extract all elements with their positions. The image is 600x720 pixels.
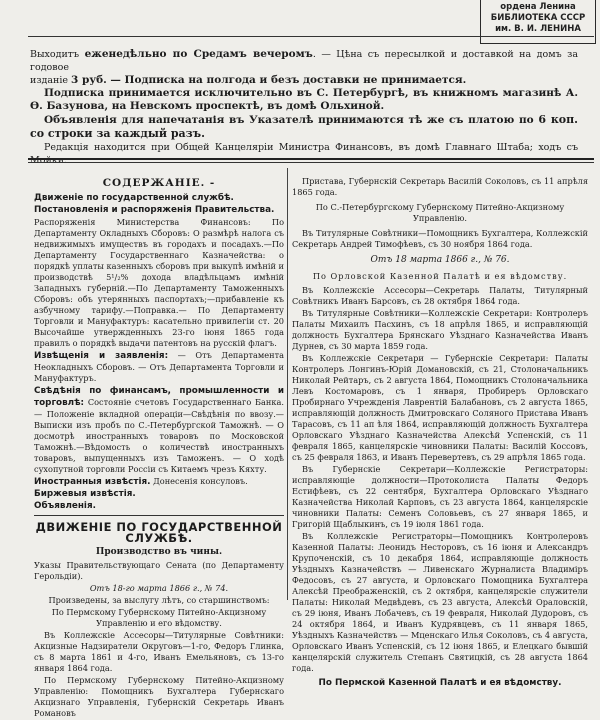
right-paragraph-8: Въ Губернскіе Секретари—Коллежскіе Регистраторы: исправляющіе должности—Протоколиста Палаты Федоръ Естифѣевъ, съ 22 сентября, Бухгалтера Орловскаго Уѣзднаго Казначейства Николай Карповъ, съ 23 августа 1864, канцелярскіе чиновники Палаты: Семенъ Соловьевъ, съ 27 января 1865, и Григорій Щаблыкинъ, съ 19 іюля 1861 года. [292,464,588,529]
header-line-2b: 3 руб. — Подписка на полгода и безъ доставки не принимается. [71,74,467,86]
contents-heading-2: Постановленія и распоряженія Правительства. [34,205,275,215]
contents-paragraph-4 [34,385,284,475]
contents-text-4: Состояніе счетовъ Государственнаго Банка. — Положеніе вкладной операціи—Свѣдѣнія по ввозу.— Выписки изъ пробъ по С.-Петербургской Таможнѣ. — О досмотрѣ иностранныхъ товаровъ по Московской Таможнѣ.—Вѣдомость о количествѣ иностранныхъ товаровъ, выпущенныхъ изъ Таможенъ. — О ходѣ сухопутной торговли Россіи съ Китаемъ чрезъ Кяхту. [34,397,284,474]
header-line-1b: еженедѣльно по Средамъ вечеромъ [84,48,313,60]
contents-paragraph-1: Распоряженія Министерства Финансовъ: По Департаменту Окладныхъ Сборовъ: О размѣрѣ налога съ недвижимыхъ имуществъ въ городахъ и посадахъ.—По Департаменту Государственнаго Казначейства: о порядкѣ уплаты казенныхъ сборовъ при выкупѣ имѣній и производствѣ 5¹/₂% дохода владѣльцамъ имѣній Западныхъ губерній.—По Департаменту Таможенныхъ Сборовъ: объ утерянныхъ паспортахъ;—прибавленіе къ азбучному тарифу.—Поправка.— По Департаменту Торговли и Мануфактуръ: касательно привилегіи ст. 20 Высочайше утвержденныхъ 23-го іюня 1865 года правилъ о порядкѣ выдачи патентовъ на русскій флагъ. [34,217,284,348]
contents-text-3: — Отъ Департамента Неокладныхъ Сборовъ. — Отъ Департамента Торговли и Мануфактуръ. [34,350,284,383]
left-column [34,176,284,720]
contents-heading-4: Свѣдѣнія по финансамъ, промышленности и торговлѣ: [34,386,284,408]
contents-heading-3: Извѣщенія и заявленія: [34,351,169,361]
header-line-4b: 6 коп. со строки за каждый разъ. [30,113,578,140]
header-rule-bottom [28,158,594,160]
contents-title: СОДЕРЖАНІЕ. - [102,177,216,189]
contents-heading-6: Биржевыя извѣстія. [34,489,136,499]
stamp-line-2: БИБЛИОТЕКА СССР [490,13,586,23]
header-line-1c: . — Цѣна съ пересылкой и доставкой на домъ за годовое [30,49,578,73]
header-rule-bottom-thin [28,162,594,163]
stamp-line-1: ордена Ленина [500,2,576,12]
contents-paragraph-3 [34,350,284,384]
header-line-2 [30,74,578,87]
header-line-2a: изданіе [30,75,72,86]
right-paragraph-1: Пристава, Губернскій Секретарь Василій Соколовъ, съ 11 апрѣля 1865 года. [292,176,588,197]
right-paragraph-2: По С.-Петербургскому Губернскому Питейно-Акцизному Управленію. [315,202,565,223]
right-paragraph-5: Въ Коллежскіе Ассесоры—Секретарь Палаты, Титулярный Совѣтникъ Иванъ Барсовъ, съ 28 октября 1864 года. [292,285,588,306]
library-stamp [480,0,596,44]
header-line-3: Подписка принимается исключительно въ С. Петербургѣ, въ книжномъ магазинѣ А. Ө. Базунова, на Невскомъ проспектѣ, въ домѣ Ольхиной. [30,87,578,112]
header-line-1 [30,48,578,74]
left-paragraph-2: Произведены, за выслугу лѣтъ, со старшинствомъ: [48,595,270,605]
left-paragraph-3: По Пермскому Губернскому Питейно-Акцизному Управленію и его вѣдомству. [51,607,267,628]
contents-text-5: Донесенія консуловъ. [150,476,248,486]
left-paragraph-4: Въ Коллежскіе Ассесоры—Титулярные Совѣтники: Акцизные Надзиратели Округовъ—1-го, Федоръ Глинка, съ 8 марта 1861 и 4-го, Иванъ Емельяновъ, съ 13-го января 1864 года. [34,630,284,673]
header-line-4 [30,113,578,141]
header-line-5: Редакція находится при Общей Канцеляріи Министра Финансовъ, въ домѣ Главнаго Штаба; ходъ съ Мойки. [30,142,578,166]
right-paragraph-3: Въ Титулярные Совѣтники—Помощникъ Бухгалтера, Коллежскій Секретарь Андрей Тимофѣевъ, съ 30 ноября 1864 года. [292,228,588,249]
right-paragraph-10: По Пермской Казенной Палатѣ и ея вѣдомству. [318,678,562,688]
right-paragraph-4: По Орловской Казенной Палатѣ и ея вѣдомству. [312,271,568,281]
right-order-number: Отъ 18 марта 1866 г., № 76. [370,255,510,265]
right-paragraph-9: Въ Коллежскіе Регистраторы—Помощникъ Контролеровъ Казенной Палаты: Леонидъ Несторовъ, съ 16 іюня и Александръ Крупоченскій, съ 10 декабря 1864, исправляющіе должность Уѣздныхъ Казначействъ — Ливенскаго Журналиста Владиміръ Федосовъ, съ 27 августа, и Орловскаго Помощника Бухгалтера Алексѣй Преображенскій, съ 2 октября, канцелярскіе служители Палаты: Николай Медвѣдевъ, съ 23 августа, Алексѣй Ораловскій, съ 29 іюня, Иванъ Лобачевъ, съ 19 февраля, Николай Дудоровъ, съ 24 октября 1864, и Иванъ Кудрявцевъ, съ 11 января 1865, Уѣздныхъ Казначействъ — Мценскаго Илья Соколовъ, съ 4 августа, Орловскаго Иванъ Успенскій, съ 12 іюня 1865, и Елецкаго бывшій канцелярскій служитель Степанъ Святицкій, съ 28 августа 1864 года. [292,531,588,673]
contents-heading-5: Иностранныя извѣстія. [34,477,151,487]
section-title-service: ДВИЖЕНІЕ ПО ГОСУДАРСТВЕННОЙ СЛУЖБѢ. [35,520,283,545]
subscription-header [30,48,578,167]
contents-paragraph-5 [34,476,284,488]
left-order-number: Отъ 18-го марта 1866 г., № 74. [89,583,229,593]
contents-heading-7: Объявленія. [34,501,96,511]
subtitle-promotions: Производство въ чины. [95,547,223,557]
stamp-line-3: им. В. И. ЛЕНИНА [495,24,581,34]
header-line-4a: Объявленія для напечатанія въ Указателѣ принимаются тѣ же съ платою по [44,114,539,126]
right-paragraph-6: Въ Титулярные Совѣтники—Коллежскіе Секретари: Контролеръ Палаты Михаилъ Пасхинъ, съ 18 апрѣля 1865, и исправляющій должность Бухгалтера Брянскаго Уѣзднаго Казначейства Иванъ Дурнев, съ 30 марта 1859 года. [292,308,588,351]
contents-divider [34,515,284,516]
header-line-1a: Выходитъ [30,49,85,60]
left-paragraph-1: Указы Правительствующаго Сената (по Департаменту Герольдіи). [34,560,284,581]
left-paragraph-5: По Пермскому Губернскому Питейно-Акцизному Управленію: Помощникъ Бухгалтера Губернскаго Акцизнаго Управленія, Губернскій Секретарь Иванъ Романовъ [34,675,284,718]
right-column [292,176,588,690]
contents-heading-1: Движеніе по государственной службѣ. [34,193,234,203]
right-paragraph-7: Въ Коллежскіе Секретари — Губернскіе Секретари: Палаты Контролеръ Лонгинъ-Юрій Домановскій, съ 21, Столоначальникъ Николай Рейтаръ, съ 2 августа 1864, Помощникъ Столоначальника Левъ Костомаровъ, съ 1 января, Пробиреръ Орловскаго Пробирнаго Учрежденія Лаврентій Балабановъ, съ 2 августа 1865, исправляющій должность Дмитровскаго Соляного Пристава Иванъ Тарасовъ, съ 11 ап ѣля 1864, исправляющій должность Бухгалтера Орловскаго Уѣзднаго Казначейства Алексѣй Успенскій, съ 11 февраля 1865, канцелярскіе чиновники Палаты: Василій Коссовъ, съ 25 февраля 1863, и Иванъ Перевертевъ, съ 29 апрѣля 1865 года. [292,353,588,462]
header-rule-top [28,36,594,37]
column-divider [287,168,288,600]
